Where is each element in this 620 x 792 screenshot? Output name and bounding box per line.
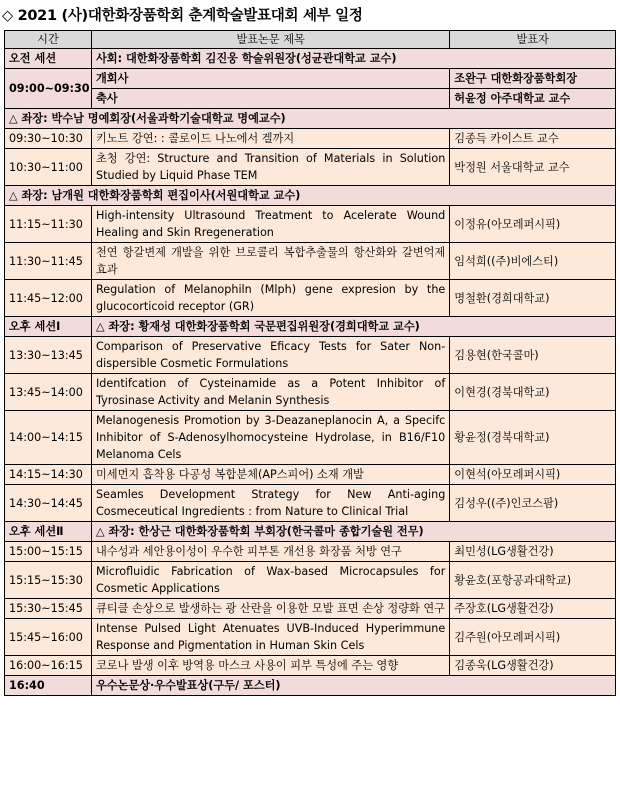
speaker-cell: 김종득 카이스트 교수: [450, 129, 616, 149]
time-cell: 10:30~11:00: [5, 149, 92, 186]
time-cell: 15:30~15:45: [5, 599, 92, 619]
speaker-cell: 최민성(LG생활건강): [450, 542, 616, 562]
table-row: [5, 129, 616, 149]
schedule-table: [4, 30, 616, 696]
page-title: ◇ 2021 (사)대한화장품학회 춘계학술발표대회 세부 일정: [2, 8, 363, 24]
time-cell: 09:30~10:30: [5, 129, 92, 149]
speaker-cell: 김종욱(LG생활건강): [450, 656, 616, 676]
speaker-cell: 황윤정(경북대학교): [450, 411, 616, 465]
topic-cell: 코로나 발생 이후 방역용 마스크 사용이 피부 특성에 주는 영향: [91, 656, 449, 676]
topic-cell: 큐티클 손상으로 발생하는 광 산란을 이용한 모발 표면 손상 정량화 연구: [91, 599, 449, 619]
time-cell: 14:30~14:45: [5, 485, 92, 522]
topic-cell: Identifcation of Cysteinamide as a Potent Inhibitor of Tyrosinase Activity and Melanin Synthesis: [91, 374, 449, 411]
table-row: [5, 206, 616, 243]
session-label: 오후 세션Ⅱ: [5, 522, 92, 542]
table-row: [5, 562, 616, 599]
time-cell: 16:40: [5, 676, 92, 696]
opening-row: [5, 69, 616, 89]
time-cell: 09:00~09:30: [5, 69, 92, 109]
chair-row: [5, 186, 616, 206]
time-cell: 13:45~14:00: [5, 374, 92, 411]
time-cell: 15:45~16:00: [5, 619, 92, 656]
table-row: [5, 337, 616, 374]
table-row: [5, 280, 616, 317]
chair-row: [5, 109, 616, 129]
chair-text: △ 좌장: 남개원 대한화장품학회 편집이사(서원대학교 교수): [5, 186, 616, 206]
speaker-cell: 이정유(아모레퍼시픽): [450, 206, 616, 243]
afternoon2-session-row: [5, 522, 616, 542]
chair-text: △ 좌장: 박수남 명예회장(서울과학기술대학교 명예교수): [5, 109, 616, 129]
table-row: [5, 619, 616, 656]
table-header-row: [5, 31, 616, 49]
topic-cell: 미세먼지 흡착용 다공성 복합분체(AP스피어) 소재 개발: [91, 465, 449, 485]
table-row: [5, 243, 616, 280]
speaker-cell: 허윤정 아주대학교 교수: [450, 89, 616, 109]
topic-cell: Melanogenesis Promotion by 3-Deazaneplanocin A, a Specifc Inhibitor of S-Adenosylhomocysteine Hydrolase, in B16/F10 Melanoma Cels: [91, 411, 449, 465]
morning-session-row: [5, 49, 616, 69]
header-topic: 발표논문 제목: [91, 31, 449, 49]
topic-cell: Intense Pulsed Light Atenuates UVB-Induced Hyperimmune Response and Pigmentation in Human Skin Cels: [91, 619, 449, 656]
topic-cell: 내수성과 세안용이성이 우수한 피부톤 개선용 화장품 처방 연구: [91, 542, 449, 562]
topic-cell: High-intensity Ultrasound Treatment to Acelerate Wound Healing and Skin Rregeneration: [91, 206, 449, 243]
schedule-table-wrapper: [4, 30, 616, 696]
moderator-text: 사회: 대한화장품학회 김진웅 학술위원장(성균관대학교 교수): [91, 49, 615, 69]
time-cell: 16:00~16:15: [5, 656, 92, 676]
speaker-cell: 이현경(경북대학교): [450, 374, 616, 411]
speaker-cell: 박정원 서울대학교 교수: [450, 149, 616, 186]
topic-cell: Comparison of Preservative Eficacy Tests for Sater Non-dispersible Cosmetic Formulations: [91, 337, 449, 374]
topic-cell: 초청 강연: Structure and Transition of Materials in Solution Studied by Liquid Phase TEM: [91, 149, 449, 186]
table-row: [5, 374, 616, 411]
header-speaker: 발표자: [450, 31, 616, 49]
speaker-cell: 명철환(경희대학교): [450, 280, 616, 317]
table-row: [5, 411, 616, 465]
topic-cell: 개회사: [91, 69, 449, 89]
table-row: [5, 599, 616, 619]
speaker-cell: 김용현(한국콜마): [450, 337, 616, 374]
table-row: [5, 485, 616, 522]
chair-text: △ 좌장: 황재성 대한화장품학회 국문편집위원장(경희대학교 교수): [91, 317, 615, 337]
speaker-cell: 황윤호(포항공과대학교): [450, 562, 616, 599]
closing-title: 우수논문상·우수발표상(구두/ 포스터): [91, 676, 615, 696]
afternoon1-session-row: [5, 317, 616, 337]
time-cell: 11:45~12:00: [5, 280, 92, 317]
speaker-cell: 이현석(아모레퍼시픽): [450, 465, 616, 485]
topic-cell: 천연 항갈변제 개발을 위한 브로콜리 복합추출물의 항산화와 갈변억제 효과: [91, 243, 449, 280]
time-cell: 14:00~14:15: [5, 411, 92, 465]
speaker-cell: 김성우((주)인코스팜): [450, 485, 616, 522]
header-time: 시간: [5, 31, 92, 49]
table-row: [5, 542, 616, 562]
chair-text: △ 좌장: 한상근 대한화장품학회 부회장(한국콜마 종합기술원 전무): [91, 522, 615, 542]
table-row: [5, 465, 616, 485]
opening-row: [5, 89, 616, 109]
speaker-cell: 조완구 대한화장품학회장: [450, 69, 616, 89]
topic-cell: 키노트 강연: : 콜로이드 나노에서 겔까지: [91, 129, 449, 149]
session-label: 오전 세션: [5, 49, 92, 69]
time-cell: 14:15~14:30: [5, 465, 92, 485]
topic-cell: Seamles Development Strategy for New Anti-aging Cosmeceutical Ingredients : from Nature to Clinical Trial: [91, 485, 449, 522]
table-row: [5, 149, 616, 186]
session-label: 오후 세션Ⅰ: [5, 317, 92, 337]
time-cell: 15:15~15:30: [5, 562, 92, 599]
time-cell: 15:00~15:15: [5, 542, 92, 562]
time-cell: 13:30~13:45: [5, 337, 92, 374]
table-row: [5, 656, 616, 676]
topic-cell: Microfluidic Fabrication of Wax-based Microcapsules for Cosmetic Applications: [91, 562, 449, 599]
time-cell: 11:30~11:45: [5, 243, 92, 280]
speaker-cell: 김주원(아모레퍼시픽): [450, 619, 616, 656]
speaker-cell: 주장호(LG생활건강): [450, 599, 616, 619]
topic-cell: 축사: [91, 89, 449, 109]
speaker-cell: 임석희((주)비에스티): [450, 243, 616, 280]
topic-cell: Regulation of Melanophiln (Mlph) gene expresion by the glucocorticoid receptor (GR): [91, 280, 449, 317]
closing-row: [5, 676, 616, 696]
time-cell: 11:15~11:30: [5, 206, 92, 243]
